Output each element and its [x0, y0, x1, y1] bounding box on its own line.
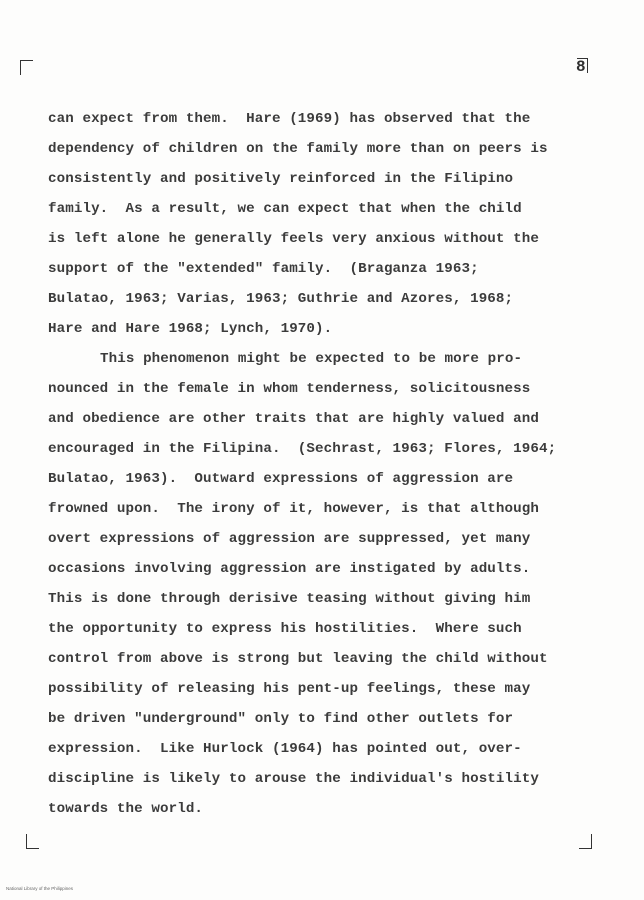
crop-mark-bottom-right: [579, 834, 592, 849]
text-line: and obedience are other traits that are highly valued and: [48, 411, 539, 427]
crop-mark-bottom-left: [26, 834, 39, 849]
text-line: overt expressions of aggression are suppressed, yet many: [48, 531, 531, 547]
text-line: is left alone he generally feels very anxious without the: [48, 231, 539, 247]
text-line: dependency of children on the family more than on peers is: [48, 141, 548, 157]
scan-footer: National Library of the Philippines: [6, 886, 74, 891]
text-line: This is done through derisive teasing without giving him: [48, 591, 531, 607]
text-line: control from above is strong but leaving the child without: [48, 651, 548, 667]
text-line: expression. Like Hurlock (1964) has pointed out, over-: [48, 741, 522, 757]
text-line: Hare and Hare 1968; Lynch, 1970).: [48, 321, 333, 337]
crop-mark-top-left: [20, 60, 33, 75]
text-line: Bulatao, 1963; Varias, 1963; Guthrie and Azores, 1968;: [48, 291, 514, 307]
page-number: 8: [576, 58, 586, 76]
text-line: discipline is likely to arouse the individual's hostility: [48, 771, 539, 787]
document-body: [48, 104, 608, 824]
text-line: consistently and positively reinforced in the Filipino: [48, 171, 514, 187]
text-line: family. As a result, we can expect that when the child: [48, 201, 522, 217]
text-line: support of the "extended" family. (Braganza 1963;: [48, 261, 479, 277]
text-line: towards the world.: [48, 801, 204, 817]
text-line: possibility of releasing his pent-up feelings, these may: [48, 681, 531, 697]
text-line: be driven "underground" only to find other outlets for: [48, 711, 514, 727]
text-line: can expect from them. Hare (1969) has observed that the: [48, 111, 531, 127]
text-line: frowned upon. The irony of it, however, is that although: [48, 501, 539, 517]
text-line: encouraged in the Filipina. (Sechrast, 1963; Flores, 1964;: [48, 441, 557, 457]
text-line: Bulatao, 1963). Outward expressions of aggression are: [48, 471, 514, 487]
text-line: occasions involving aggression are instigated by adults.: [48, 561, 531, 577]
text-line: the opportunity to express his hostilities. Where such: [48, 621, 522, 637]
paragraph-start-line: This phenomenon might be expected to be more pro-: [100, 351, 523, 367]
text-line: nounced in the female in whom tenderness, solicitousness: [48, 381, 531, 397]
